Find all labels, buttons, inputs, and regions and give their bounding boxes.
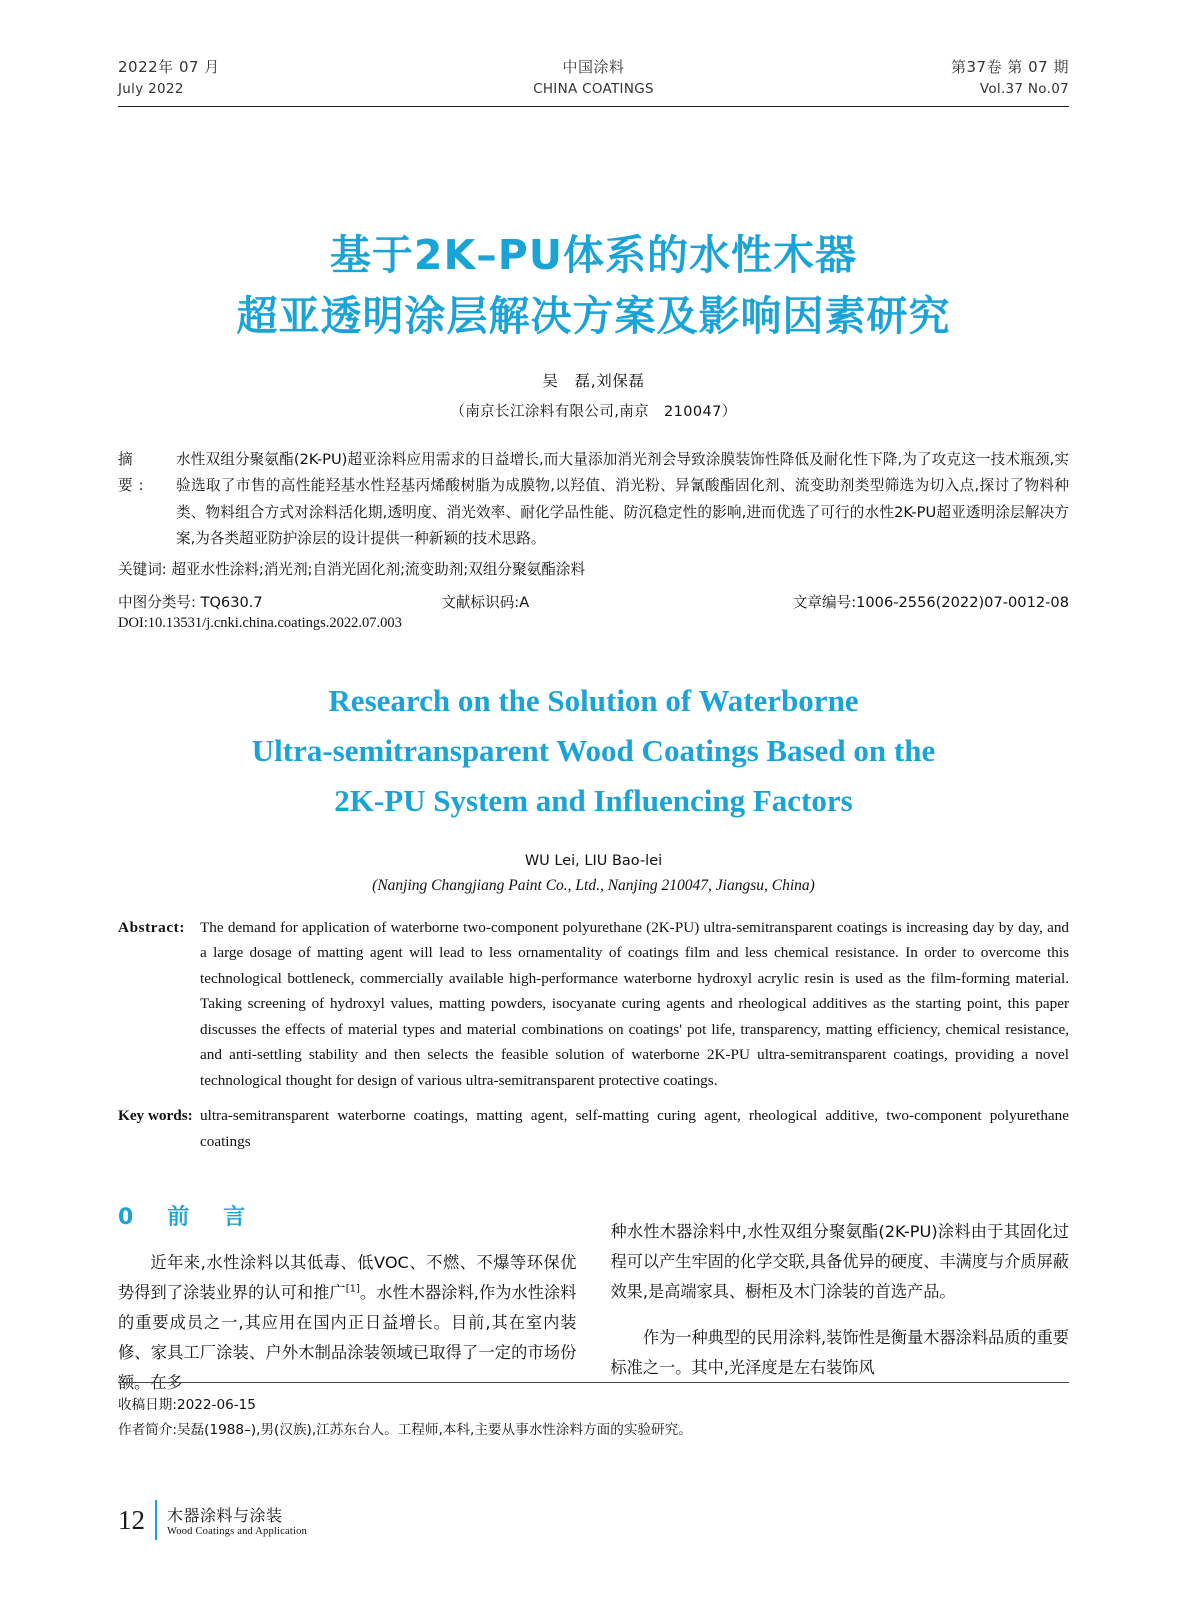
abstract-en [118,915,1069,1094]
footer-section-name-en: Wood Coatings and Application [167,1526,307,1537]
page-footer [118,1500,307,1540]
abstract-en-label: Abstract: [118,918,185,936]
page-title-cn-line1: 基于2K–PU体系的水性木器 [329,231,858,280]
page-title-cn-line2: 超亚透明涂层解决方案及影响因素研究 [236,291,951,340]
running-head-date-cn: 2022年 07 月 [118,58,220,76]
page-title-en [118,676,1069,827]
page-title-en-line2: Ultra-semitransparent Wood Coatings Based on the [251,733,936,769]
page-title-en-line3: 2K-PU System and Influencing Factors [334,783,853,819]
page-title-en-line1: Research on the Solution of Waterborne [328,682,859,718]
footnotes [118,1382,1069,1443]
authors-cn: 吴 磊,刘保磊 [542,371,645,390]
keywords-en-label: Key words: [118,1107,193,1125]
footer-section-name-cn: 木器涂料与涂装 [167,1506,283,1525]
authors-en: WU Lei, LIU Bao-lei [524,852,663,869]
paragraph-left-1-part2: 。水性木器涂料,作为水性涂料的重要成员之一,其应用在国内正日益增长。目前,其在室内装修、家具工厂涂装、户外木制品涂装领域已取得了一定的市场份额。在多 [118,1282,577,1393]
keywords-en-text: ultra-semitransparent waterborne coatings, matting agent, self-matting curing agent, rheological additive, two-component polyurethane coatings [200,1107,1069,1150]
running-head-date-en: July 2022 [118,81,184,98]
citation-ref-1: [1] [345,1283,360,1295]
paragraph-right-1: 种水性木器涂料中,水性双组分聚氨酯(2K-PU)涂料由于其固化过程可以产生牢固的化学交联,具备优异的硬度、丰满度与介质屏蔽效果,是高端家具、橱柜及木门涂装的首选产品。 [610,1221,1069,1301]
author-bio: 作者简介:吴磊(1988–),男(汉族),江苏东台人。工程师,本科,主要从事水性涂料方面的实验研究。 [118,1422,692,1439]
running-head-center [435,56,752,100]
affiliation-cn: （南京长江涂料有限公司,南京 210047） [450,403,737,420]
footer-section-name [167,1503,307,1537]
affiliation-en: (Nanjing Changjiang Paint Co., Ltd., Nanjing 210047, Jiangsu, China) [372,876,815,894]
doi: DOI:10.13531/j.cnki.china.coatings.2022.07.003 [118,614,402,631]
volume-issue-cn: 第37卷 第 07 期 [951,58,1069,76]
running-head [118,0,1069,107]
journal-name-en: CHINA COATINGS [533,81,654,98]
volume-issue-en: Vol.37 No.07 [979,81,1069,98]
footer-divider [155,1500,157,1540]
classification-row [118,591,1069,612]
abstract-en-text: The demand for application of waterborne two-component polyurethane (2K-PU) ultra-semitransparent coatings is increasing day by day, and a large dosage of matting agent will lead to less ornamentality of coatings film and less chemical resistance. In order to overcome this technological bottleneck, commercially available high-performance waterborne hydroxyl acrylic resin is used as the film-forming material. Taking screening of hydroxyl values, matting powders, isocyanate curing agents and rheological additives as the starting point, this paper discusses the effects of material types and material combinations on coatings' pot life, transparency, matting efficiency, chemical resistance, and anti-settling stability and then selects the feasible solution of waterborne 2K-PU ultra-semitransparent coatings, providing a novel technological thought for design of various ultra-semitransparent protective coatings. [200,918,1069,1089]
abstract-cn [118,447,1069,553]
clc-number: 中图分类号: TQ630.7 [118,593,263,611]
section-heading-0: 0 前 言 [118,1205,252,1231]
document-code: 文献标识码:A [441,593,530,611]
received-date: 收稿日期:2022-06-15 [118,1397,256,1413]
paragraph-left-1 [118,1248,577,1399]
paragraph-right-2: 作为一种典型的民用涂料,装饰性是衡量木器涂料品质的重要标准之一。其中,光泽度是左右装饰风 [610,1328,1069,1378]
article-id: 文章编号:1006-2556(2022)07-0012-08 [792,593,1069,611]
keywords-cn: 关键词: 超亚水性涂料;消光剂;自消光固化剂;流变助剂;双组分聚氨酯涂料 [118,560,586,578]
page-number: 12 [118,1504,145,1535]
abstract-cn-label: 摘 要: [118,450,160,495]
running-head-left [118,56,435,100]
keywords-en [118,1103,1069,1154]
paragraph-left-1-part1: 近年来,水性涂料以其低毒、低VOC、不燃、不爆等环保优势得到了涂装业界的认可和推广 [118,1252,577,1302]
running-head-right [752,56,1069,100]
page-title-cn [118,225,1069,346]
journal-name-cn: 中国涂料 [562,58,625,76]
abstract-cn-text: 水性双组分聚氨酯(2K-PU)超亚涂料应用需求的日益增长,而大量添加消光剂会导致涂膜装饰性降低及耐化性下降,为了攻克这一技术瓶颈,实验选取了市售的高性能羟基水性羟基丙烯酸树脂为成膜物,以羟值、消光粉、异氰酸酯固化剂、流变助剂类型筛选为切入点,探讨了物料种类、物料组合方式对涂料活化期,透明度、消光效率、耐化学品性能、防沉稳定性的影响,进而优选了可行的水性2K-PU超亚透明涂层解决方案,为各类超亚防护涂层的设计提供一种新颖的技术思路。 [176,450,1069,548]
